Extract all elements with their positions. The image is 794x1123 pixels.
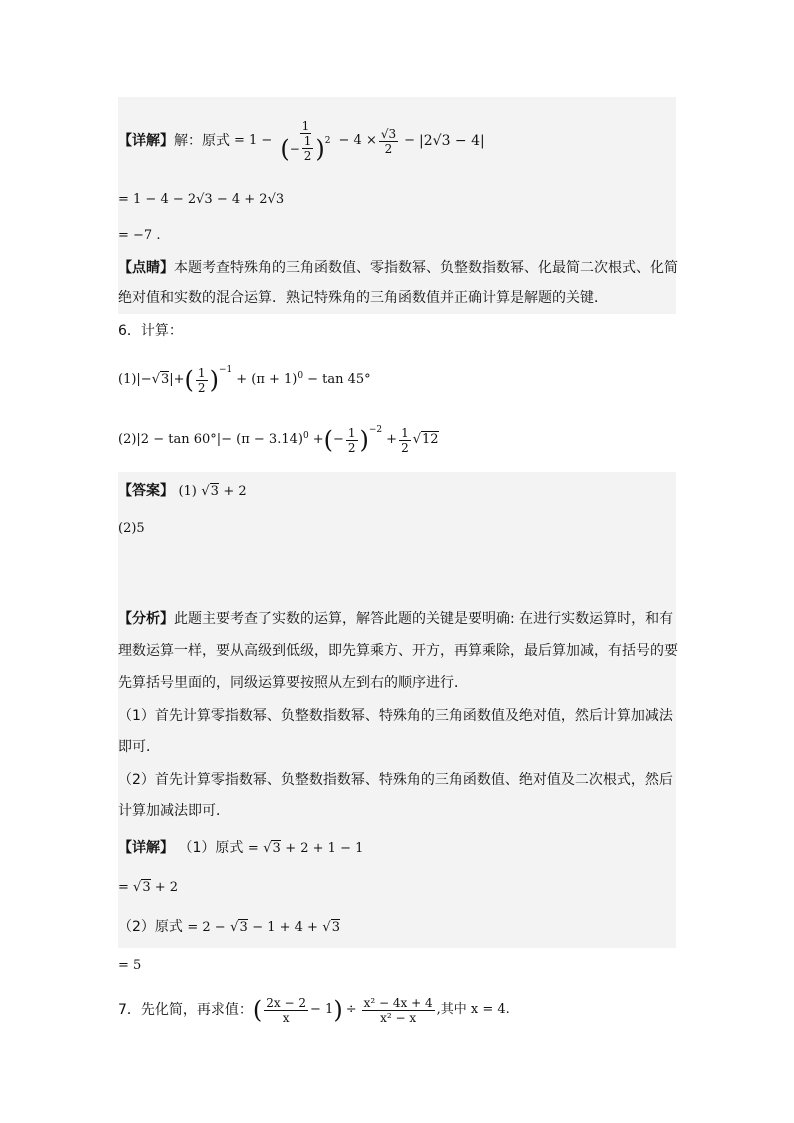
fraction-denominator: 2 — [401, 440, 409, 455]
expr-part: = — [247, 841, 259, 856]
inner-denominator: 2 — [303, 149, 312, 163]
analysis-line2: 理数运算一样，要从高级到低级，即先算乘方、开方，再算乘除，最后算加减，有括号的要 — [118, 643, 678, 659]
inner-numerator: 1 — [303, 134, 312, 148]
exponent: −1 — [218, 365, 233, 375]
sign: − — [332, 432, 344, 447]
fraction-root3-over-2 — [379, 127, 398, 156]
exponent: 0 — [302, 431, 309, 441]
detail-label: 【详解】 — [118, 133, 174, 149]
comment1-line2: 绝对值和实数的混合运算．熟记特殊角的三角函数值并正确计算是解题的关键． — [118, 290, 608, 306]
fraction-denominator: 2 — [384, 141, 393, 156]
fraction-numerator: 1 — [197, 365, 206, 380]
question6-part1 — [118, 360, 371, 400]
paren-right: ) — [315, 134, 325, 163]
detail-prefix: （1）原式 — [178, 840, 244, 856]
analysis-line3: 先算括号里面的，同级运算要按照从左到右的顺序进行． — [118, 675, 468, 691]
detail1-line2: = 1 − 4 − 2√3 − 4 + 2√3 — [118, 192, 285, 207]
expr-part: − 1 — [310, 1002, 334, 1017]
sqrt-3: √3 — [201, 484, 219, 499]
answer-label: 【答案】 — [118, 483, 174, 499]
fraction-one-over-half-squared — [278, 119, 332, 163]
exponent: 0 — [297, 371, 304, 381]
detail2-line1 — [118, 838, 363, 859]
sign: − — [289, 141, 300, 156]
paren-right: ) — [333, 996, 343, 1024]
fraction-denominator: x² − x — [380, 1010, 417, 1025]
expr-part: (1)|− — [118, 372, 152, 387]
question7 — [118, 988, 510, 1032]
inner-fraction — [302, 134, 314, 163]
expr-part: (2)|2 − tan 60°|− (π − 3.14) — [118, 432, 303, 447]
expr-part: − — [404, 133, 416, 148]
fraction-numerator: 1 — [347, 425, 356, 440]
paren-right: ) — [209, 366, 219, 394]
exponent: 2 — [324, 136, 331, 146]
detail-label: 【详解】 — [118, 840, 174, 856]
fraction-numerator: 1 — [401, 425, 409, 440]
expr-part: + 2 — [154, 880, 179, 895]
detail-prefix: （2）原式 — [118, 919, 183, 935]
comment-text: 本题考查特殊角的三角函数值、零指数幂、负整数指数幂、化最简二次根式、化简 — [174, 260, 678, 276]
divide-sign: ÷ — [345, 1002, 357, 1017]
comment1-line1 — [118, 258, 678, 278]
sqrt-3: √3 — [263, 841, 281, 856]
fraction-denominator: x — [282, 1010, 290, 1025]
exponent: −2 — [368, 425, 383, 435]
question7-tail: ,其中 x = 4. — [436, 1002, 510, 1017]
absolute-value-expr: |2√3 − 4| — [419, 133, 485, 149]
paren-left: ( — [323, 426, 333, 454]
detail-prefix: 解：原式 — [174, 133, 230, 149]
expr-part: = — [118, 880, 129, 895]
sqrt-3: √3 — [133, 880, 151, 895]
fraction-denominator: 2 — [347, 440, 356, 455]
detail1-line3: = −7 . — [118, 228, 161, 243]
sqrt-12: √12 — [412, 432, 439, 447]
paren-left: ( — [280, 134, 290, 163]
answer-line2: (2)5 — [118, 521, 145, 536]
expr-part: − tan 45° — [307, 372, 371, 387]
fraction-half — [196, 366, 208, 395]
question7-title: 7．先化简，再求值： — [118, 1002, 253, 1018]
expr-part: + (π + 1) — [236, 372, 298, 387]
detail2-line2 — [118, 878, 178, 898]
question6-title: 6．计算： — [118, 323, 183, 339]
paren-left: ( — [252, 996, 263, 1024]
expr-part: + 2 + 1 − 1 — [285, 841, 364, 856]
fraction-denominator — [278, 134, 332, 163]
question6-part2 — [118, 420, 439, 460]
expr-part: − 1 + 4 + — [252, 920, 318, 935]
fraction-numerator: x² − 4x + 4 — [363, 995, 433, 1010]
fraction-2x-2-over-x — [264, 996, 308, 1025]
expr-part: + — [386, 432, 398, 447]
analysis-line4: （1）首先计算零指数幂、负整数指数幂、特殊角的三角函数值及绝对值，然后计算加减法 — [118, 708, 673, 724]
expr-part: = 1 − — [234, 133, 273, 148]
fraction-numerator: √3 — [380, 126, 397, 141]
fraction-quadratic — [362, 996, 435, 1025]
comment-label: 【点睛】 — [118, 260, 174, 276]
expr-part: = 2 − — [187, 920, 226, 935]
sqrt-3: √3 — [230, 920, 248, 935]
analysis-line7: 计算加减法即可． — [118, 803, 230, 819]
paren-left: ( — [184, 366, 194, 394]
answer-tail: + 2 — [223, 484, 247, 499]
answer-part1: (1) — [178, 484, 197, 499]
fraction-half — [346, 426, 358, 455]
analysis-line1 — [118, 609, 673, 629]
analysis-label: 【分析】 — [118, 611, 174, 627]
detail2-line4: = 5 — [118, 958, 142, 973]
detail1-row — [118, 116, 485, 166]
sqrt-3: √3 — [151, 372, 170, 387]
fraction-numerator: 1 — [301, 119, 310, 133]
analysis-text: 此题主要考查了实数的运算，解答此题的关键是要明确: 在进行实数运算时，和有 — [174, 611, 674, 627]
detail2-line3 — [118, 917, 340, 938]
expr-part: − 4 × — [338, 133, 377, 148]
expr-part: |+ — [169, 372, 185, 387]
expr-part: + — [312, 432, 324, 447]
sqrt-3: √3 — [322, 920, 340, 935]
paren-right: ) — [359, 426, 369, 454]
answer-line1 — [118, 481, 247, 502]
analysis-line6: （2）首先计算零指数幂、负整数指数幂、特殊角的三角函数值、绝对值及二次根式，然后 — [118, 772, 673, 788]
fraction-denominator: 2 — [197, 380, 206, 395]
fraction-half — [399, 426, 411, 455]
analysis-line5: 即可． — [118, 739, 160, 755]
fraction-numerator: 2x − 2 — [266, 995, 307, 1010]
